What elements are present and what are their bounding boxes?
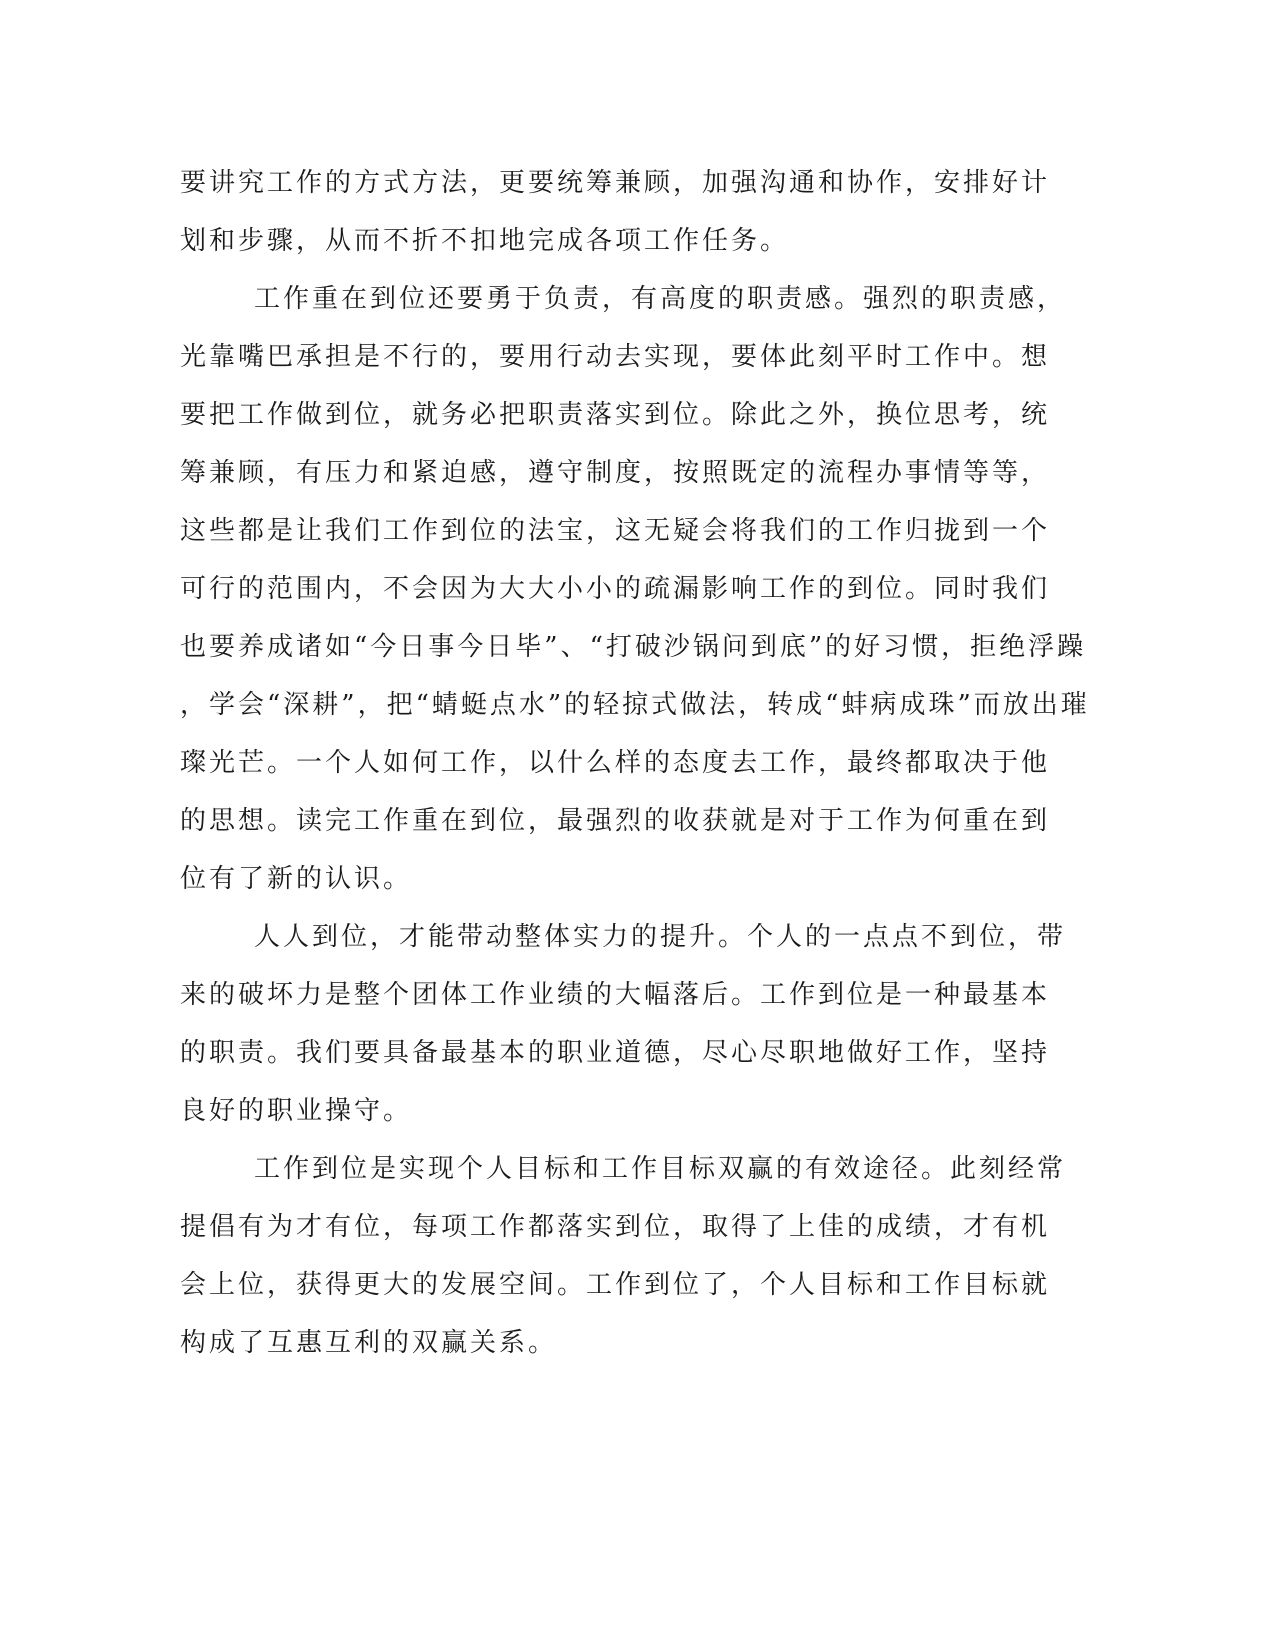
text-line: 会上位，获得更大的发展空间。工作到位了，个人目标和工作目标就 — [180, 1270, 1051, 1300]
text-line: 构成了互惠互利的双赢关系。 — [180, 1328, 558, 1358]
text-line: 这些都是让我们工作到位的法宝，这无疑会将我们的工作归拢到一个 — [180, 516, 1051, 546]
body-text — [180, 154, 1090, 1372]
text-line: 的职责。我们要具备最基本的职业道德，尽心尽职地做好工作，坚持 — [180, 1038, 1051, 1068]
text-line: 来的破坏力是整个团体工作业绩的大幅落后。工作到位是一种最基本 — [180, 980, 1051, 1010]
text-line: 划和步骤，从而不折不扣地完成各项工作任务。 — [180, 226, 790, 256]
text-line: 可行的范围内，不会因为大大小小的疏漏影响工作的到位。同时我们 — [180, 574, 1051, 604]
text-line: ，学会“深耕”，把“蜻蜓点水”的轻掠式做法，转成“蚌病成珠”而放出璀 — [180, 690, 1090, 720]
text-line: 要讲究工作的方式方法，更要统筹兼顾，加强沟通和协作，安排好计 — [180, 168, 1051, 198]
text-line: 良好的职业操守。 — [180, 1096, 413, 1126]
text-line: 要把工作做到位，就务必把职责落实到位。除此之外，换位思考，统 — [180, 400, 1051, 430]
text-line: 的思想。读完工作重在到位，最强烈的收获就是对于工作为何重在到 — [180, 806, 1051, 836]
text-line: 位有了新的认识。 — [180, 864, 413, 894]
text-line: 筹兼顾，有压力和紧迫感，遵守制度，按照既定的流程办事情等等， — [180, 458, 1051, 488]
text-line: 璨光芒。一个人如何工作，以什么样的态度去工作，最终都取决于他 — [180, 748, 1051, 778]
text-line: 也要养成诸如“今日事今日毕”、“打破沙锅问到底”的好习惯，拒绝浮躁 — [180, 632, 1087, 662]
text-line: 提倡有为才有位，每项工作都落实到位，取得了上佳的成绩，才有机 — [180, 1212, 1051, 1242]
text-line: 光靠嘴巴承担是不行的，要用行动去实现，要体此刻平时工作中。想 — [180, 342, 1051, 372]
paragraph-start-line: 人人到位，才能带动整体实力的提升。个人的一点点不到位，带 — [254, 922, 1067, 952]
paragraph-start-line: 工作到位是实现个人目标和工作目标双赢的有效途径。此刻经常 — [254, 1154, 1067, 1184]
paragraph-start-line: 工作重在到位还要勇于负责，有高度的职责感。强烈的职责感， — [254, 284, 1067, 314]
